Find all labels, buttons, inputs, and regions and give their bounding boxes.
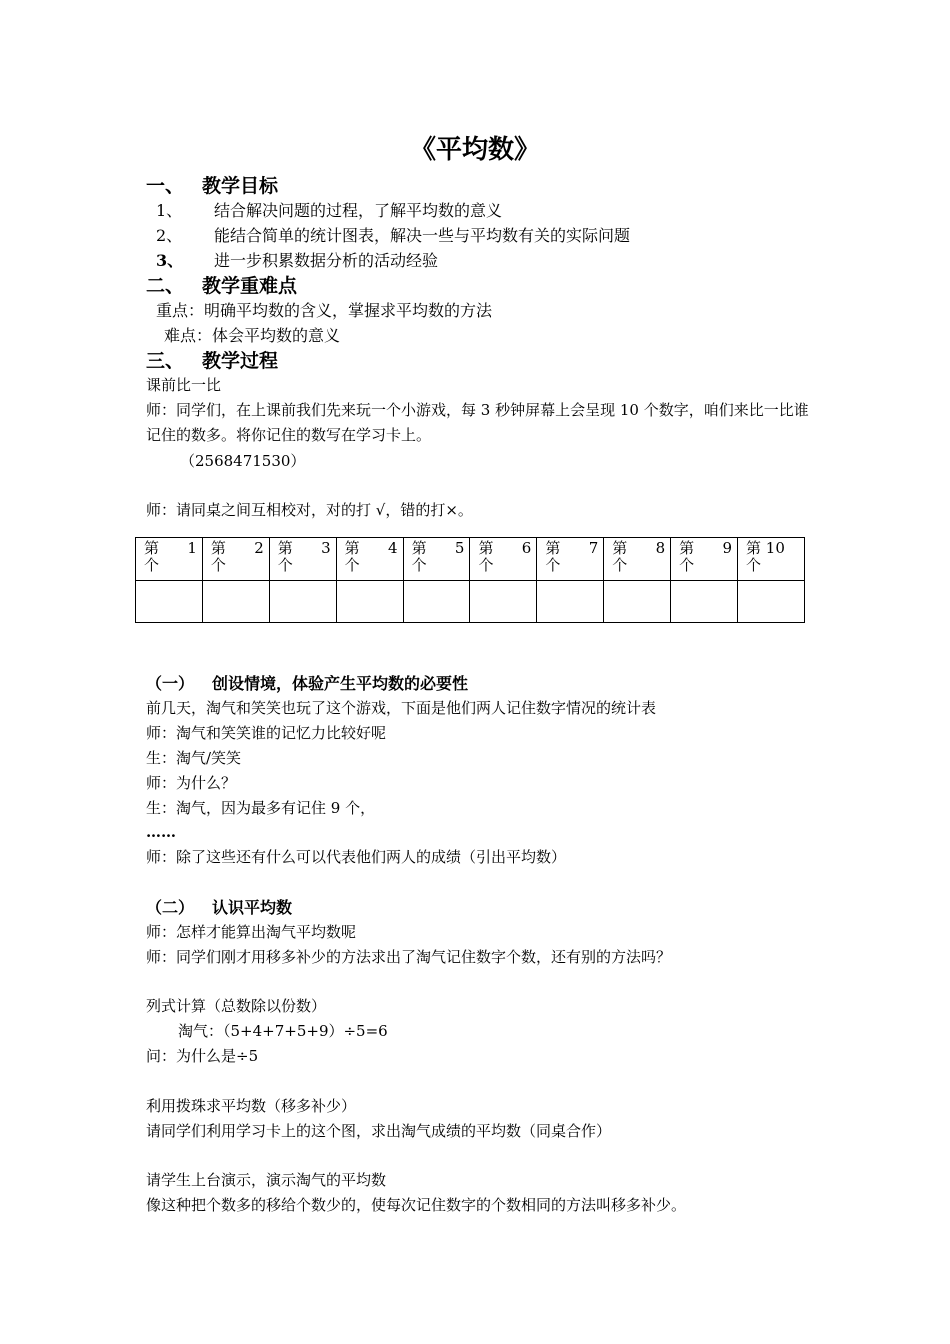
table-header-row <box>136 538 805 581</box>
dialogue-line: 师：怎样才能算出淘气平均数呢 <box>146 923 357 941</box>
section-number: 一、 <box>146 175 185 197</box>
table-header-cell: 第 1 个 <box>136 538 203 581</box>
table-header-cell: 第 4 个 <box>336 538 403 581</box>
section-title: 教学过程 <box>202 350 279 372</box>
table-header-cell: 第 5 个 <box>403 538 470 581</box>
dialogue-line: 师：淘气和笑笑谁的记忆力比较好呢 <box>146 724 387 742</box>
answer-cell[interactable] <box>269 581 336 623</box>
dialogue-line: 师：为什么？ <box>146 774 237 792</box>
section-heading-key-points <box>146 274 297 298</box>
part-title: 认识平均数 <box>212 898 293 917</box>
objective-item <box>156 250 438 272</box>
section-title: 教学目标 <box>202 175 279 197</box>
document-title: 《平均数》 <box>409 135 540 165</box>
check-instruction: 师：请同桌之间互相校对，对的打 √，错的打×。 <box>146 501 473 519</box>
answer-cell[interactable] <box>738 581 805 623</box>
section-heading-process <box>146 349 278 373</box>
warmup-title: 课前比一比 <box>146 376 222 394</box>
dialogue-line: 前几天，淘气和笑笑也玩了这个游戏，下面是他们两人记住数字情况的统计表 <box>146 699 657 717</box>
answer-cell[interactable] <box>202 581 269 623</box>
item-number: 2、 <box>156 226 183 245</box>
section-title: 教学重难点 <box>202 275 298 297</box>
table-header-cell: 第 9 个 <box>671 538 738 581</box>
difficult-point-line: 难点：体会平均数的意义 <box>164 326 341 345</box>
dialogue-line: 师：同学们刚才用移多补少的方法求出了淘气记住数字个数，还有别的方法吗？ <box>146 948 672 966</box>
answer-cell[interactable] <box>537 581 604 623</box>
table-header-cell: 第 7 个 <box>537 538 604 581</box>
demo-line: 请学生上台演示，演示淘气的平均数 <box>146 1171 387 1189</box>
part-heading-scenario <box>146 673 468 695</box>
warmup-paragraph: 师：同学们，在上课前我们先来玩一个小游戏，每 3 秒钟屏幕上会呈现 10 个数字，咱们来比一比谁记住的数多。将你记住的数写在学习卡上。 <box>146 401 809 444</box>
objective-item <box>156 200 502 222</box>
abacus-instruction: 请同学们利用学习卡上的这个图，求出淘气成绩的平均数（同桌合作） <box>146 1122 612 1140</box>
answer-cell[interactable] <box>403 581 470 623</box>
section-heading-objectives <box>146 174 278 198</box>
table-header-cell: 第 6 个 <box>470 538 537 581</box>
table-header-cell: 第 10 个 <box>738 538 805 581</box>
ellipsis-line: …… <box>146 823 176 841</box>
answer-cell[interactable] <box>136 581 203 623</box>
formula-line: 淘气：（5+4+7+5+9）÷5=6 <box>178 1022 388 1040</box>
part-number: （二） <box>146 898 195 917</box>
item-text: 能结合简单的统计图表，解决一些与平均数有关的实际问题 <box>214 226 631 245</box>
part-number: （一） <box>146 674 195 693</box>
answer-cell[interactable] <box>604 581 671 623</box>
dialogue-line: 生：淘气/笑笑 <box>146 749 242 767</box>
table-row <box>136 581 805 623</box>
part-title: 创设情境，体验产生平均数的必要性 <box>212 674 469 693</box>
objective-item <box>156 225 630 247</box>
table-header-cell: 第 2 个 <box>202 538 269 581</box>
part-heading-average <box>146 897 292 919</box>
definition-line: 像这种把个数多的移给个数少的，使每次记住数字的个数相同的方法叫移多补少。 <box>146 1196 687 1214</box>
formula-title: 列式计算（总数除以份数） <box>146 997 327 1015</box>
answer-cell[interactable] <box>470 581 537 623</box>
item-number: 3、 <box>156 251 184 270</box>
section-number: 三、 <box>146 350 185 372</box>
abacus-title: 利用拨珠求平均数（移多补少） <box>146 1097 357 1115</box>
dialogue-line: 师：除了这些还有什么可以代表他们两人的成绩（引出平均数） <box>146 848 567 866</box>
dialogue-line: 生：淘气，因为最多有记住 9 个， <box>146 799 376 817</box>
question-line: 问：为什么是÷5 <box>146 1047 259 1065</box>
table-header-cell: 第 8 个 <box>604 538 671 581</box>
answer-cell[interactable] <box>336 581 403 623</box>
digits-line: （2568471530） <box>180 452 306 470</box>
item-text: 结合解决问题的过程，了解平均数的意义 <box>214 201 503 220</box>
item-text: 进一步积累数据分析的活动经验 <box>214 251 439 270</box>
table-header-cell: 第 3 个 <box>269 538 336 581</box>
section-number: 二、 <box>146 275 185 297</box>
key-point-line: 重点：明确平均数的含义，掌握求平均数的方法 <box>156 301 493 320</box>
score-table <box>135 537 805 623</box>
answer-cell[interactable] <box>671 581 738 623</box>
item-number: 1、 <box>156 201 183 220</box>
